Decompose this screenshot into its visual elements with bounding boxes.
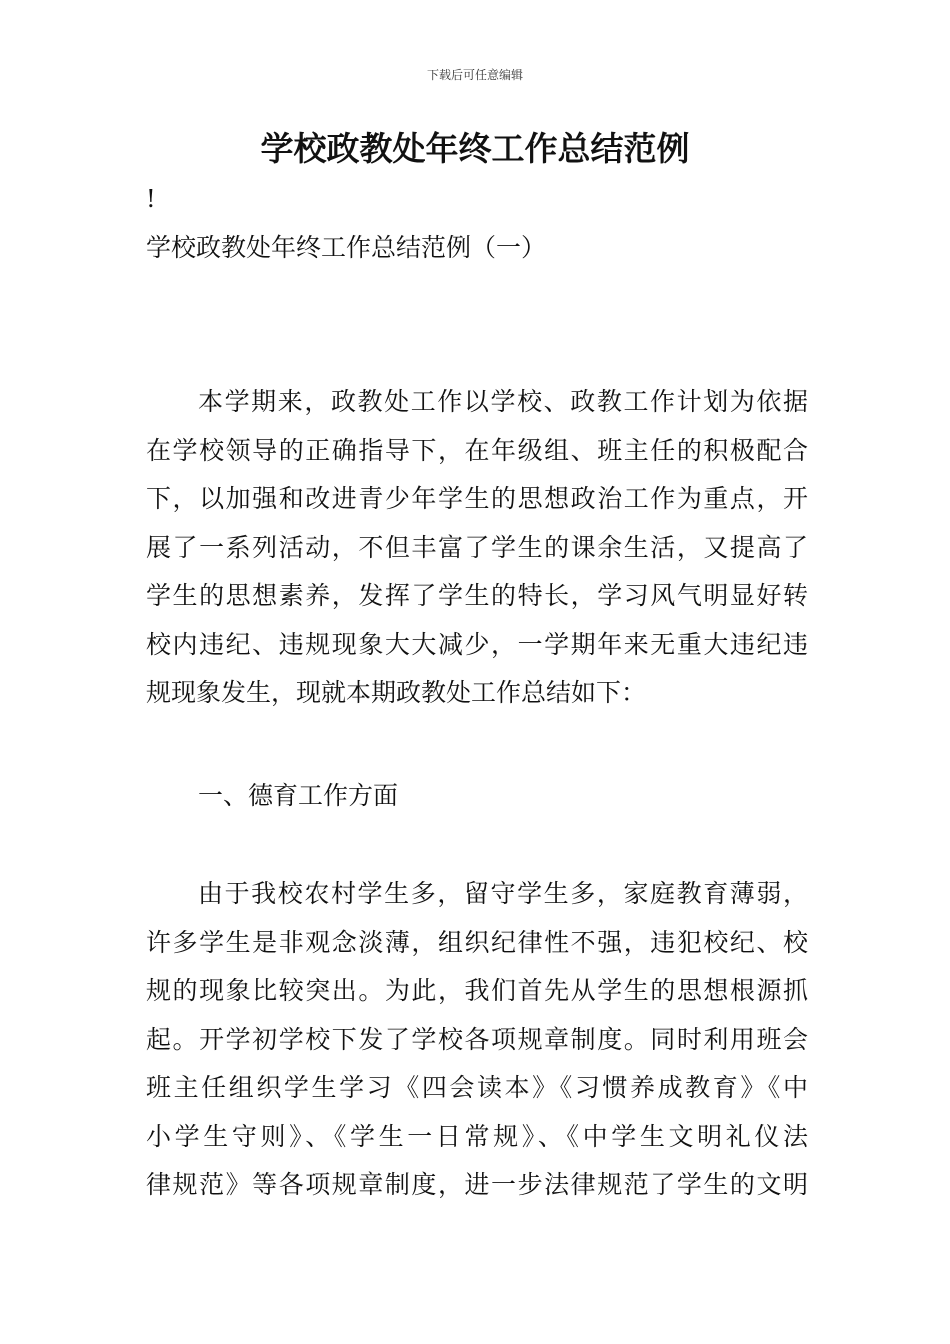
paragraph-moral-education	[146, 870, 808, 1210]
paragraph-line: 由于我校农村学生多，留守学生多，家庭教育薄弱，	[198, 879, 808, 908]
document-subtitle: 学校政教处年终工作总结范例（一）	[146, 233, 547, 262]
paragraph-intro	[146, 378, 808, 718]
document-title: 学校政教处年终工作总结范例	[260, 129, 690, 168]
paragraph-line: 下，以加强和改进青少年学生的思想政治工作为重点，开	[146, 484, 808, 513]
section-heading-moral-education: 一、德育工作方面	[198, 781, 399, 810]
paragraph-line: 许多学生是非观念淡薄，组织纪律性不强，违犯校纪、校	[146, 927, 808, 957]
paragraph-line: 律规范》等各项规章制度，进一步法律规范了学生的文明	[146, 1170, 808, 1199]
paragraph-line: 起。开学初学校下发了学校各项规章制度。同时利用班会	[146, 1024, 808, 1054]
paragraph-line: 规的现象比较突出。为此，我们首先从学生的思想根源抓	[146, 976, 808, 1005]
paragraph-line: 学生的思想素养，发挥了学生的特长，学习风气明显好转	[146, 581, 808, 610]
paragraph-line: 规现象发生，现就本期政教处工作总结如下：	[146, 678, 647, 707]
paragraph-line: 小学生守则》、《学生一日常规》、《中学生文明礼仪法	[146, 1121, 808, 1151]
paragraph-line: 本学期来，政教处工作以学校、政教工作计划为依据	[198, 387, 808, 416]
paragraph-line: 班主任组织学生学习《四会读本》《习惯养成教育》《中	[146, 1073, 808, 1102]
header-note: 下载后可任意编辑	[426, 68, 523, 82]
paragraph-line: 校内违纪、违规现象大大减少，一学期年来无重大违纪违	[146, 629, 808, 659]
paragraph-line: 在学校领导的正确指导下，在年级组、班主任的积极配合	[146, 435, 808, 465]
paragraph-line: 展了一系列活动，不但丰富了学生的课余生活，又提高了	[146, 532, 808, 562]
exclamation-mark: !	[146, 185, 156, 213]
